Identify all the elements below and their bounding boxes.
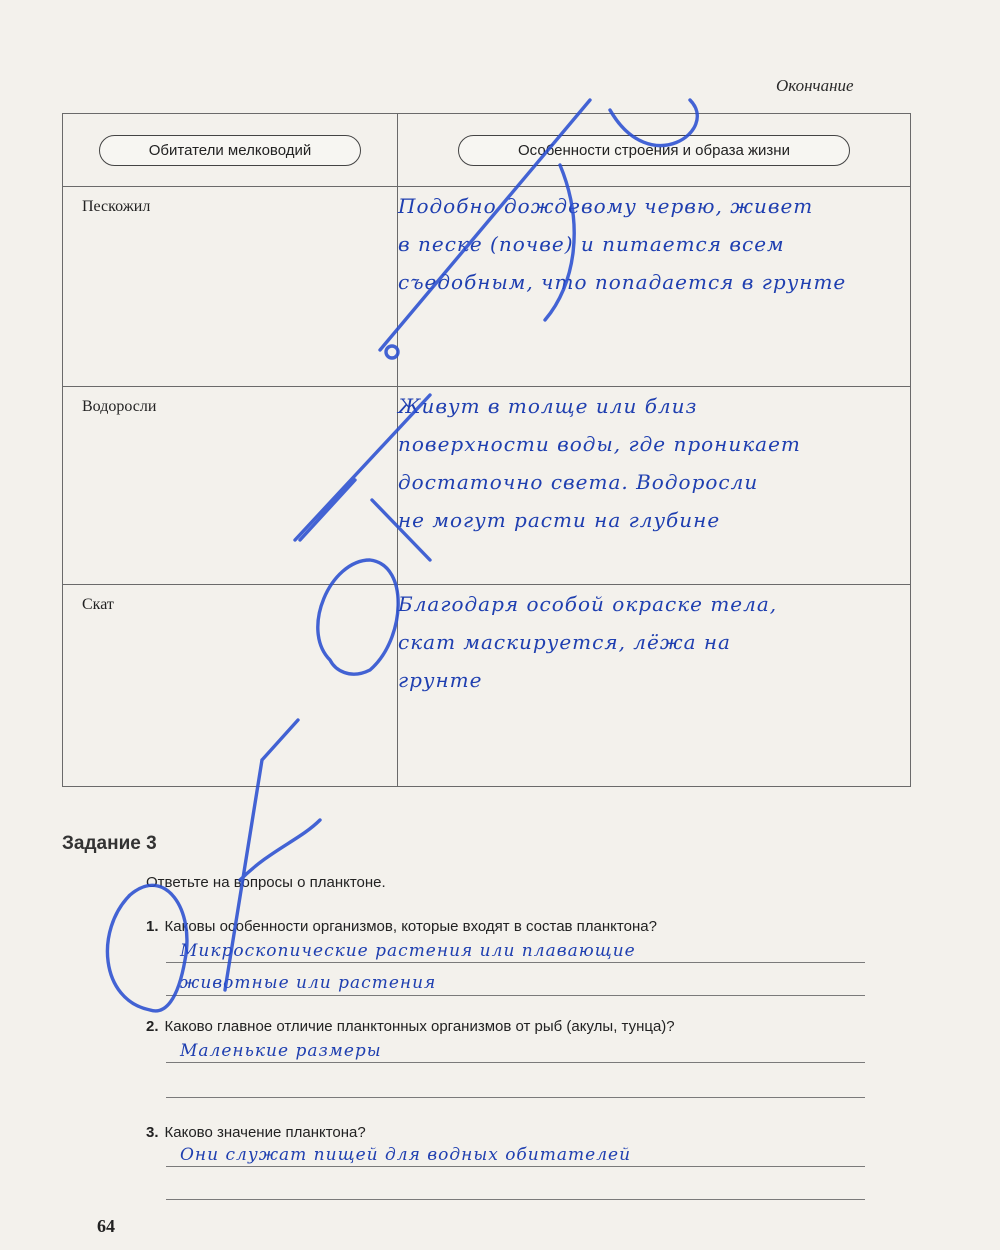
- answer-rule: [166, 1199, 865, 1200]
- header-cell-inhabitants: [63, 114, 398, 187]
- table-row: [63, 585, 911, 787]
- answer-line: Микроскопические растения или плавающие: [180, 941, 636, 961]
- table-row: [63, 187, 911, 387]
- header-cell-features: [398, 114, 911, 187]
- answer-line: скат маскируется, лёжа на: [398, 630, 731, 654]
- answer-line: поверхности воды, где проникает: [398, 432, 801, 456]
- row-name: Скат: [82, 596, 114, 613]
- question-text: Каково главное отличие планктонных организмов от рыб (акулы, тунца)?: [164, 1018, 675, 1035]
- row-name: Пескожил: [82, 198, 151, 215]
- answer-line: Живут в толще или близ: [398, 394, 698, 418]
- row-answer-cell: [398, 387, 911, 585]
- question-text: Каковы особенности организмов, которые входят в состав планктона?: [164, 918, 657, 935]
- answer-line: Они служат пищей для водных обитателей: [180, 1145, 632, 1165]
- stamp-letter-o-1: [107, 885, 187, 1011]
- question-text: Каково значение планктона?: [164, 1124, 366, 1141]
- answer-rule: [166, 995, 865, 996]
- answer-rule: [166, 1062, 865, 1063]
- answer-line: грунте: [398, 668, 483, 692]
- row-name-cell: [63, 585, 398, 787]
- row-name-cell: [63, 187, 398, 387]
- page-number: 64: [97, 1216, 115, 1236]
- answer-line: животные или растения: [180, 973, 437, 993]
- question-number: 2.: [146, 1018, 159, 1035]
- question-3: [146, 1124, 366, 1141]
- answer-rule: [166, 962, 865, 963]
- question-2: [146, 1018, 675, 1035]
- answer-line: Подобно дождевому червю, живет: [398, 194, 814, 218]
- column-header-inhabitants: Обитатели мелководий: [99, 135, 361, 166]
- row-answer-cell: [398, 187, 911, 387]
- column-header-features: Особенности строения и образа жизни: [458, 135, 850, 166]
- answer-line: съедобным, что попадается в грунте: [398, 270, 847, 294]
- answer-rule: [166, 1166, 865, 1167]
- answer-line: в песке (почве) и питается всем: [398, 232, 785, 256]
- row-name: Водоросли: [82, 398, 157, 415]
- table-row: [63, 387, 911, 585]
- answer-rule: [166, 1097, 865, 1098]
- row-answer-cell: [398, 585, 911, 787]
- habitat-table: [62, 113, 911, 787]
- answer-line: Маленькие размеры: [180, 1041, 382, 1061]
- answer-line: не могут расти на глубине: [398, 508, 721, 532]
- answer-line: достаточно света. Водоросли: [398, 470, 759, 494]
- table-header-row: [63, 114, 911, 187]
- question-number: 1.: [146, 918, 159, 935]
- section-label: Окончание: [776, 76, 854, 95]
- question-number: 3.: [146, 1124, 159, 1141]
- question-1: [146, 918, 657, 935]
- task-title: Задание 3: [62, 833, 157, 854]
- row-name-cell: [63, 387, 398, 585]
- task-intro: Ответьте на вопросы о планктоне.: [146, 874, 386, 891]
- answer-line: Благодаря особой окраске тела,: [398, 592, 778, 616]
